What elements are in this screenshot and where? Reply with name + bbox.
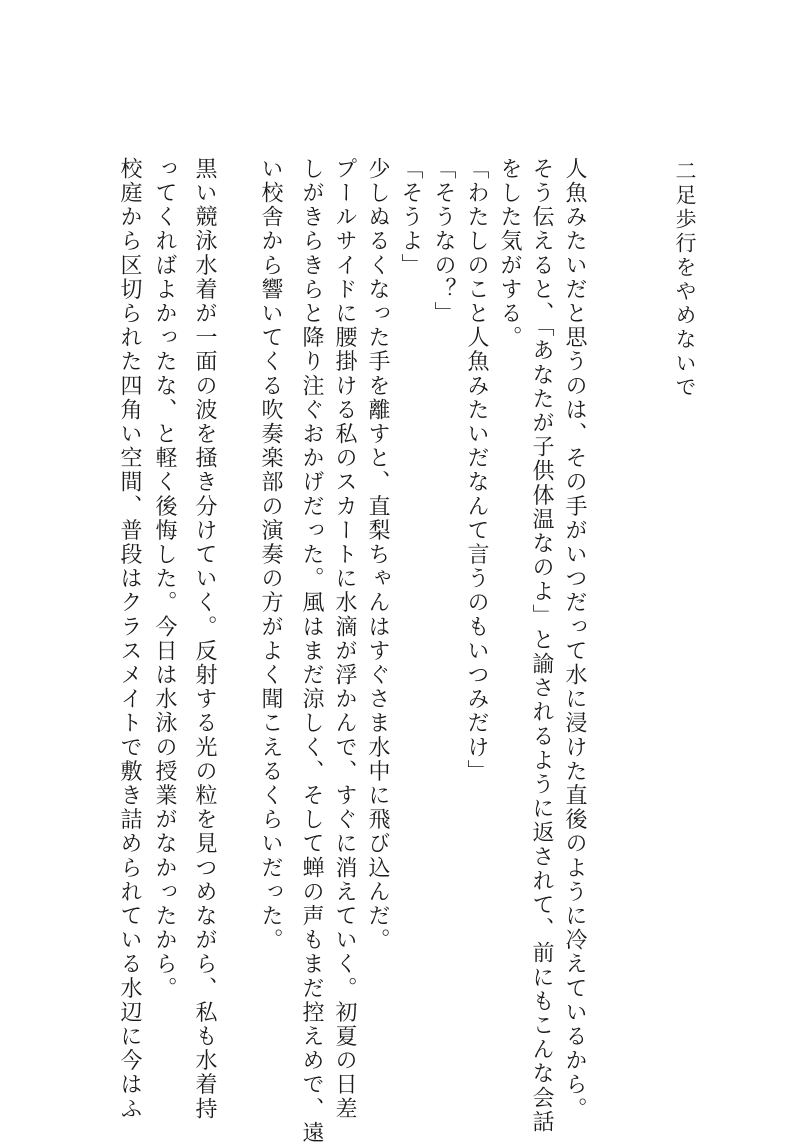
chapter-title: 二足歩行をやめないで: [673, 160, 697, 400]
text-line: プールサイドに腰掛ける私のスカートに水滴が浮かんで、すぐに消えていく。初夏の日差: [332, 157, 357, 1121]
text-line: 少しぬるくなった手を離すと、直梨ちゃんはすぐさま水中に飛び込んだ。: [365, 157, 390, 953]
text-line: そう伝えると、「あなたが子供体温なのよ」と諭されるように返されて、前にもこんな会話: [529, 157, 554, 1135]
text-line: をした気がする。: [497, 157, 522, 350]
text-line: 「わたしのこと人魚みたいだなんて言うのもいつみだけ」: [464, 157, 489, 784]
text-line: い校舎から響いてくる吹奏楽部の演奏の方がよく聞こえるくらいだった。: [258, 157, 283, 953]
text-line: 黒い競泳水着が一面の波を掻き分けていく。反射する光の粒を見つめながら、私も水着持: [192, 157, 217, 1121]
text-line: しがきらきらと降り注ぐおかげだった。風はまだ涼しく、そして蝉の声もまだ控えめで、遠: [299, 157, 324, 1145]
text-line: 人魚みたいだと思うのは、その手がいつだって水に浸けた直後のように冷えているから。: [562, 157, 587, 1121]
text-line: 校庭から区切られた四角い空間、普段はクラスメイトで敷き詰められている水辺に今はふ: [117, 157, 142, 1121]
text-line: ってくればよかったな、と軽く後悔した。今日は水泳の授業がなかったから。: [152, 157, 177, 1001]
text-line: 「そうなの？」: [431, 157, 456, 326]
text-line: 「そうよ」: [398, 157, 423, 278]
